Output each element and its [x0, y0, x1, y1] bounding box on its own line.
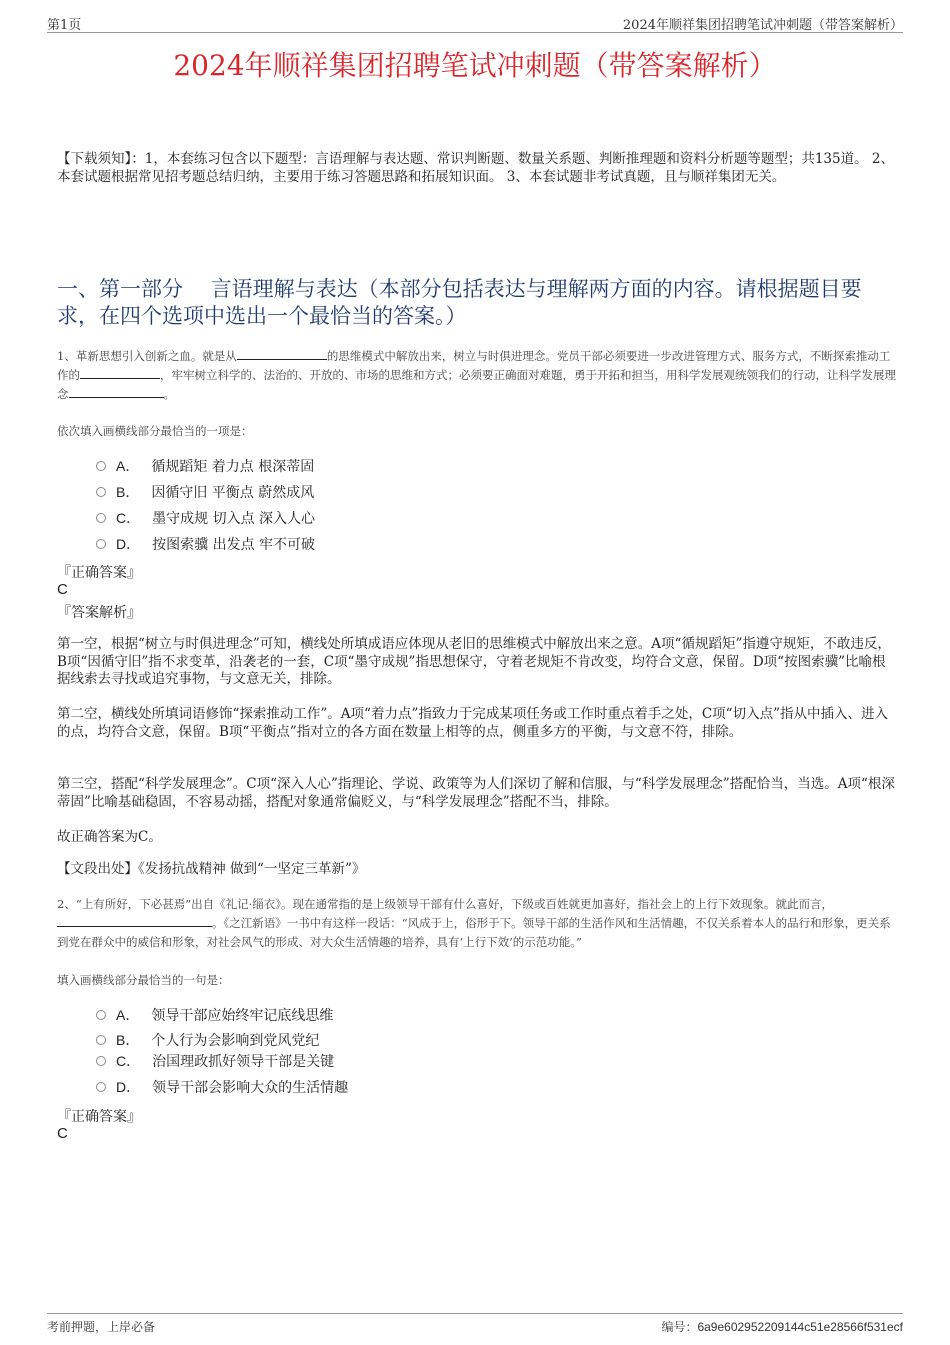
blank-2	[80, 366, 160, 379]
radio-icon[interactable]	[96, 1082, 106, 1092]
radio-icon[interactable]	[96, 487, 106, 497]
page-number: 第1页	[47, 18, 82, 33]
header-doc-title: 2024年顺祥集团招聘笔试冲刺题（带答案解析）	[622, 18, 903, 33]
section-heading: 一、第一部分 言语理解与表达（本部分包括表达与理解两方面的内容。请根据题目要求，在四个选项中选出一个最恰当的答案。）	[57, 277, 862, 328]
footer-code: 编号：6a9e602952209144c51e28566f531ecf	[661, 1320, 903, 1334]
radio-icon[interactable]	[96, 513, 106, 523]
q1-analysis-label: 『答案解析』	[57, 605, 141, 621]
q1-option-a[interactable]: A． 循规蹈矩 着力点 根深蒂固	[96, 456, 314, 476]
radio-icon[interactable]	[96, 1056, 106, 1066]
question-2-prompt: 填入画横线部分最恰当的一句是：	[57, 973, 230, 987]
q1-option-b[interactable]: B． 因循守旧 平衡点 蔚然成风	[96, 482, 314, 502]
footer-slogan: 考前押题，上岸必备	[47, 1320, 156, 1334]
q2-option-a[interactable]: A． 领导干部应始终牢记底线思维	[96, 1005, 333, 1025]
question-1-stem: 1、革新思想引入创新之血。就是从 的思维模式中解放出来，树立与时俱进理念。党员干部必须要进一步改进管理方式、服务方式，不断探索推动工作的 ，牢牢树立科学的、法治的、开放的、市场的思维和方式；必须要正确面对难题，勇于开拓和担当，用科学发展观统领我们的行动，让科学发展理念 。	[57, 349, 896, 401]
page-footer	[47, 1313, 903, 1334]
page-header	[47, 14, 903, 33]
q2-answer: C	[57, 1125, 68, 1142]
analysis-conclusion: 故正确答案为C。	[57, 829, 162, 845]
question-2-stem: 2、“上有所好，下必甚焉”出自《礼记·缁衣》。现在通常指的是上级领导干部有什么喜好，下级或百姓就更加喜好，指社会上的上行下效现象。就此而言，。《之江新语》一书中有这样一段话：“风成于上，俗形于下。领导干部的生活作风和生活情趣，不仅关系着本人的品行和形象，更关系到党在群众中的威信和形象，对社会风气的形成、对大众生活情趣的培养，具有‘上行下效’的示范功能。”	[57, 897, 891, 949]
q1-option-d[interactable]: D． 按图索骥 出发点 牢不可破	[96, 534, 315, 554]
download-notice: 【下载须知】：1，本套练习包含以下题型：言语理解与表达题、常识判断题、数量关系题、判断推理题和资料分析题等题型；共135道。 2、本套试题根据常见招考题总结归纳，主要用于练习答题思路和拓展知识面。 3、本套试题非考试真题，且与顺祥集团无关。	[57, 151, 894, 185]
q2-option-b[interactable]: B． 个人行为会影响到党风党纪	[96, 1030, 319, 1050]
analysis-paragraph-3: 第三空，搭配“科学发展理念”。C项“深入人心”指理论、学说、政策等为人们深切了解和信服，与“科学发展理念”搭配恰当，当选。A项“根深蒂固”比喻基础稳固，不容易动摇，搭配对象通常偏贬义，与“科学发展理念”搭配不当，排除。	[57, 776, 895, 810]
q1-answer: C	[57, 581, 68, 598]
blank-1	[237, 347, 327, 360]
q1-source: 【文段出处】《发扬抗战精神 做到“一坚定三革新”》	[57, 861, 366, 877]
question-1-prompt: 依次填入画横线部分最恰当的一项是：	[57, 424, 253, 438]
q1-answer-label: 『正确答案』	[57, 565, 141, 581]
q2-option-c[interactable]: C． 治国理政抓好领导干部是关键	[96, 1051, 334, 1071]
q1-option-c[interactable]: C． 墨守成规 切入点 深入人心	[96, 508, 315, 528]
radio-icon[interactable]	[96, 461, 106, 471]
document-title: 2024年顺祥集团招聘笔试冲刺题（带答案解析）	[173, 49, 777, 82]
radio-icon[interactable]	[96, 1010, 106, 1020]
radio-icon[interactable]	[96, 539, 106, 549]
radio-icon[interactable]	[96, 1035, 106, 1045]
analysis-paragraph-2: 第二空，横线处所填词语修饰“探索推动工作”。A项“着力点”指致力于完成某项任务或工作时重点着手之处，C项“切入点”指从中插入、进入的点，均符合文意，保留。B项“平衡点”指对立的各方面在数量上相等的点，侧重多方的平衡，与文意不符，排除。	[57, 706, 888, 740]
blank-3	[69, 385, 164, 398]
analysis-paragraph-1: 第一空，根据“树立与时俱进理念”可知，横线处所填成语应体现从老旧的思维模式中解放出来之意。A项“循规蹈矩”指遵守规矩，不敢违反，B项“因循守旧”指不求变革，沿袭老的一套，C项“墨守成规”指思想保守，守着老规矩不肯改变，均符合文意，保留。D项“按图索骥”比喻根据线索去寻找或追究事物，与文意无关，排除。	[57, 636, 891, 687]
q2-option-d[interactable]: D． 领导干部会影响大众的生活情趣	[96, 1077, 348, 1097]
q2-answer-label: 『正确答案』	[57, 1109, 141, 1125]
blank-1	[57, 914, 212, 927]
